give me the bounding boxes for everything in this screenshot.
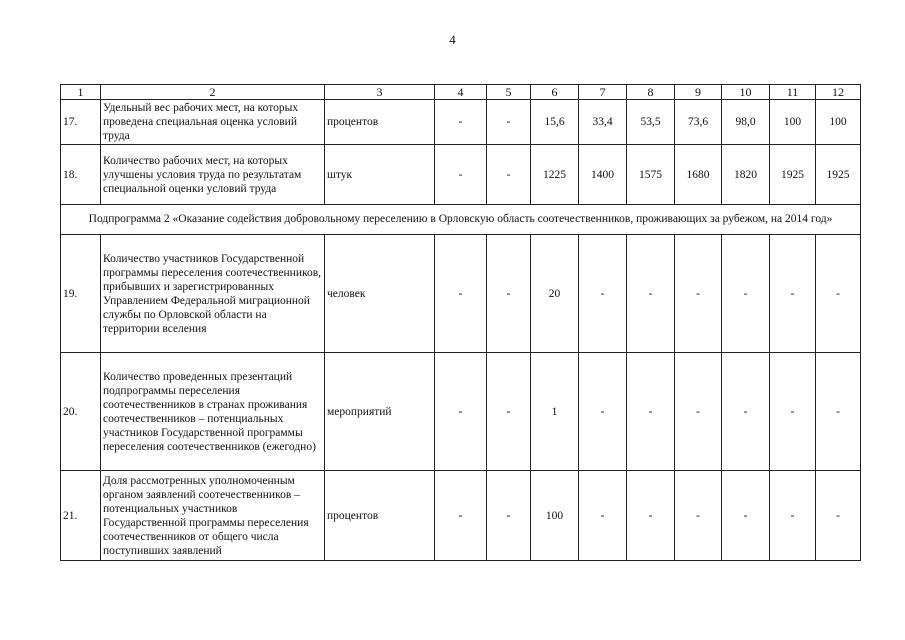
value-cell: - [816,235,861,353]
table-row [61,471,861,561]
column-number-header-row [61,85,861,100]
value-cell: - [487,100,531,145]
value-cell: - [487,145,531,205]
column-header: 10 [722,85,770,100]
value-cell: - [770,471,816,561]
indicator-name: Количество участников Государственной программы переселения соотечественников, прибывших и зарегистрированных Управлением Федеральной миграционной службы по Орловской области на территории вселения [101,235,325,353]
value-cell: - [627,471,675,561]
value-cell: - [722,235,770,353]
value-cell: - [579,471,627,561]
value-cell: - [435,145,487,205]
value-cell: 15,6 [531,100,579,145]
value-cell: - [487,353,531,471]
subprogram-row [61,205,861,235]
value-cell: - [435,471,487,561]
value-cell: - [675,471,722,561]
value-cell: - [435,235,487,353]
value-cell: - [722,353,770,471]
column-header: 3 [325,85,435,100]
table-row [61,235,861,353]
indicator-name: Доля рассмотренных уполномоченным органом заявлений соотечественников – потенциальных участников Государственной программы переселения соотечественников от общего числа поступивших заявлений [101,471,325,561]
unit-cell: штук [325,145,435,205]
column-header: 4 [435,85,487,100]
column-header: 9 [675,85,722,100]
value-cell: 1925 [816,145,861,205]
value-cell: 53,5 [627,100,675,145]
table-row [61,145,861,205]
value-cell: 100 [531,471,579,561]
value-cell: - [816,353,861,471]
value-cell: - [579,353,627,471]
value-cell: 1680 [675,145,722,205]
indicator-name: Удельный вес рабочих мест, на которых проведена специальная оценка условий труда [101,100,325,145]
value-cell: - [627,235,675,353]
value-cell: - [487,471,531,561]
value-cell: - [675,353,722,471]
column-header: 2 [101,85,325,100]
value-cell: 33,4 [579,100,627,145]
value-cell: 1 [531,353,579,471]
value-cell: - [675,235,722,353]
value-cell: 20 [531,235,579,353]
table-row [61,100,861,145]
value-cell: 1925 [770,145,816,205]
value-cell: 1400 [579,145,627,205]
row-number: 18. [61,145,101,205]
value-cell: 100 [816,100,861,145]
column-header: 5 [487,85,531,100]
unit-cell: мероприятий [325,353,435,471]
row-number: 19. [61,235,101,353]
value-cell: - [435,100,487,145]
value-cell: - [579,235,627,353]
table-row [61,353,861,471]
value-cell: 1575 [627,145,675,205]
column-header: 7 [579,85,627,100]
value-cell: - [770,353,816,471]
value-cell: 1225 [531,145,579,205]
subprogram-title: Подпрограмма 2 «Оказание содействия добровольному переселению в Орловскую область соотечественников, проживающих за рубежом, на 2014 год» [61,205,861,235]
unit-cell: человек [325,235,435,353]
indicator-name: Количество рабочих мест, на которых улучшены условия труда по результатам специальной оценки условий труда [101,145,325,205]
indicators-table [60,84,861,561]
row-number: 21. [61,471,101,561]
value-cell: - [722,471,770,561]
column-header: 11 [770,85,816,100]
value-cell: - [627,353,675,471]
indicator-name: Количество проведенных презентаций подпрограммы переселения соотечественников в странах проживания соотечественников – потенциальных участников Государственной программы переселения соотечественников (ежегодно) [101,353,325,471]
value-cell: 73,6 [675,100,722,145]
column-header: 6 [531,85,579,100]
page-number: 4 [449,32,456,47]
column-header: 12 [816,85,861,100]
value-cell: 98,0 [722,100,770,145]
value-cell: - [816,471,861,561]
value-cell: - [770,235,816,353]
value-cell: 100 [770,100,816,145]
value-cell: - [435,353,487,471]
value-cell: 1820 [722,145,770,205]
unit-cell: процентов [325,471,435,561]
row-number: 20. [61,353,101,471]
column-header: 8 [627,85,675,100]
row-number: 17. [61,100,101,145]
unit-cell: процентов [325,100,435,145]
column-header: 1 [61,85,101,100]
value-cell: - [487,235,531,353]
